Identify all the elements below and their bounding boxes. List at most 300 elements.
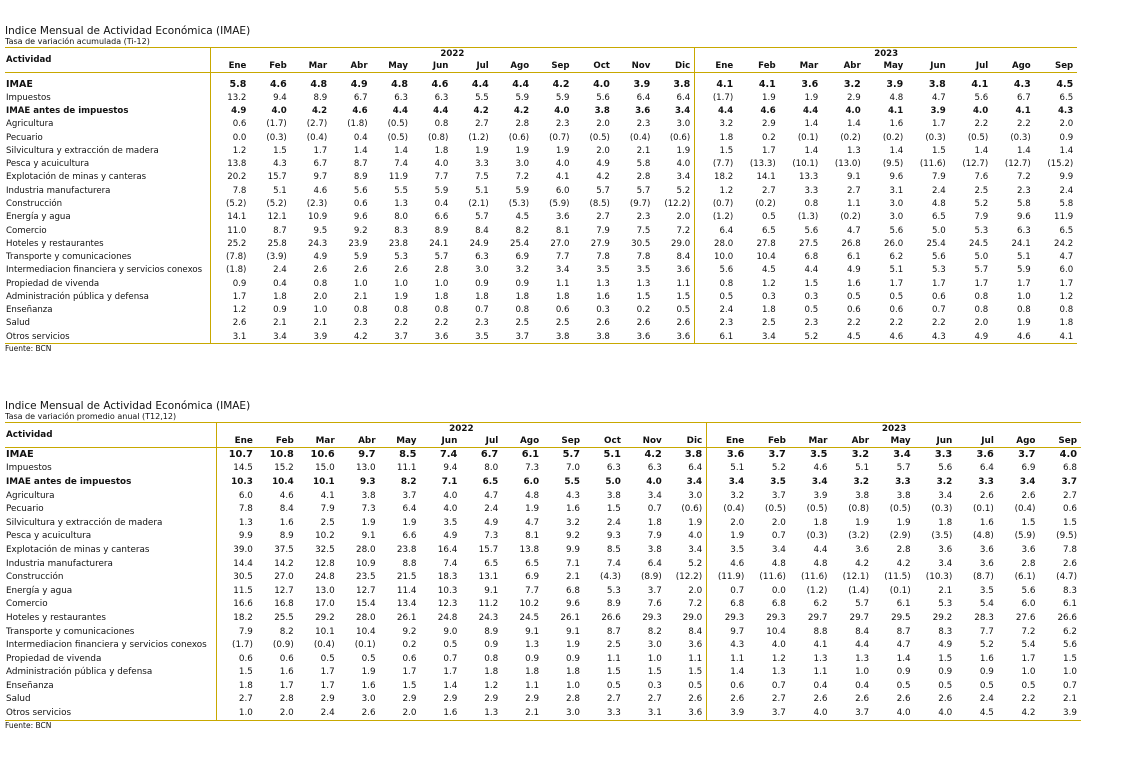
value-cell: 1.7 bbox=[402, 667, 417, 678]
value-cell: 6.5 bbox=[1059, 92, 1074, 103]
value-cell: 3.2 bbox=[843, 79, 861, 91]
value-cell: (2.1) bbox=[468, 199, 489, 210]
value-cell: 8.7 bbox=[606, 626, 621, 637]
value-cell: 1.9 bbox=[707, 530, 749, 544]
value-cell: 3.5 bbox=[979, 585, 994, 596]
value-cell: 1.8 bbox=[434, 145, 449, 156]
value-cell: 0.7 bbox=[1063, 680, 1078, 691]
value-cell: 6.0 bbox=[1021, 599, 1036, 610]
value-cell: 25.8 bbox=[267, 238, 287, 249]
value-cell: 3.5 bbox=[810, 449, 828, 461]
value-cell: 4.2 bbox=[855, 558, 870, 569]
value-cell: 10.4 bbox=[756, 252, 776, 263]
value-cell: 4.2 bbox=[596, 172, 610, 183]
value-cell: 1.9 bbox=[515, 145, 530, 156]
value-cell: (6.1) bbox=[1014, 572, 1036, 583]
row-label: Salud bbox=[6, 694, 31, 705]
value-cell: 26.1 bbox=[560, 612, 581, 623]
month-header: Ago bbox=[502, 435, 543, 448]
value-cell: 2.7 bbox=[647, 694, 662, 705]
value-cell: (0.4) bbox=[629, 132, 651, 143]
value-cell: 5.8 bbox=[1017, 199, 1031, 210]
value-cell: 6.0 bbox=[555, 185, 570, 196]
value-cell: 9.4 bbox=[443, 463, 458, 474]
value-cell: 13.3 bbox=[799, 172, 819, 183]
table-subtitle: Tasa de variación promedio anual (T12,12) bbox=[5, 412, 177, 421]
value-cell: 7.3 bbox=[484, 531, 499, 542]
value-cell: 1.1 bbox=[707, 652, 749, 666]
value-cell: 3.3 bbox=[978, 476, 994, 487]
value-cell: 2.6 bbox=[896, 694, 911, 705]
value-cell: 26.6 bbox=[1057, 612, 1078, 623]
value-cell: (11.9) bbox=[707, 570, 749, 584]
month-header: Ene bbox=[695, 60, 738, 73]
value-cell: 4.0 bbox=[972, 106, 989, 117]
value-cell: (0.3) bbox=[931, 504, 953, 515]
value-cell: 15.2 bbox=[274, 463, 294, 474]
value-cell: 4.1 bbox=[320, 490, 335, 501]
value-cell: 3.5 bbox=[452, 330, 492, 344]
month-header: Dic bbox=[654, 60, 694, 73]
value-cell: (0.5) bbox=[387, 132, 408, 143]
value-cell: 1.3 bbox=[596, 278, 610, 289]
value-cell: 4.9 bbox=[938, 640, 953, 651]
value-cell: 3.4 bbox=[555, 265, 570, 276]
value-cell: 0.7 bbox=[771, 680, 786, 691]
value-cell: 24.8 bbox=[437, 612, 458, 623]
value-cell: 3.0 bbox=[361, 694, 376, 705]
table-row bbox=[5, 290, 1077, 303]
month-header: Jul bbox=[461, 435, 502, 448]
value-cell: 2.5 bbox=[555, 318, 570, 329]
row-label: Explotación de minas y canteras bbox=[6, 172, 147, 183]
value-cell: 3.7 bbox=[493, 330, 533, 344]
value-cell: 1.5 bbox=[606, 667, 621, 678]
value-cell: 1.2 bbox=[771, 653, 786, 664]
value-cell: 3.5 bbox=[707, 543, 749, 557]
value-cell: 4.5 bbox=[956, 706, 998, 720]
value-cell: 5.9 bbox=[555, 92, 570, 103]
value-cell: (1.7) bbox=[216, 638, 257, 652]
row-label: Transporte y comunicaciones bbox=[6, 252, 132, 263]
value-cell: (0.8) bbox=[848, 504, 870, 515]
table-row bbox=[5, 679, 1081, 693]
value-cell: 1.7 bbox=[320, 667, 335, 678]
value-cell: 2.7 bbox=[606, 694, 621, 705]
value-cell: 1.5 bbox=[938, 653, 953, 664]
value-cell: 9.1 bbox=[566, 626, 581, 637]
month-header: Feb bbox=[737, 60, 780, 73]
value-cell: 4.4 bbox=[855, 640, 870, 651]
value-cell: 7.8 bbox=[216, 502, 257, 516]
value-cell: 7.9 bbox=[974, 212, 989, 223]
value-cell: 5.1 bbox=[603, 449, 621, 461]
value-cell: 11.9 bbox=[388, 172, 408, 183]
value-cell: 3.4 bbox=[1019, 476, 1036, 487]
value-cell: 0.7 bbox=[932, 305, 946, 316]
month-header: Jun bbox=[915, 435, 957, 448]
value-cell: 8.9 bbox=[279, 531, 294, 542]
row-label: Energía y agua bbox=[6, 585, 73, 596]
value-cell: 6.4 bbox=[676, 92, 691, 103]
value-cell: 7.2 bbox=[1021, 626, 1036, 637]
value-cell: 2.6 bbox=[339, 706, 380, 720]
value-cell: (2.3) bbox=[306, 199, 328, 210]
value-cell: 0.8 bbox=[353, 305, 368, 316]
table-row bbox=[5, 264, 1077, 277]
value-cell: 10.4 bbox=[355, 626, 376, 637]
imae-annual-average-table-block bbox=[5, 400, 1081, 731]
value-cell: 3.8 bbox=[533, 330, 573, 344]
value-cell: 1.7 bbox=[889, 278, 904, 289]
value-cell: 3.7 bbox=[831, 706, 873, 720]
value-cell: 6.1 bbox=[521, 449, 540, 461]
value-cell: 4.5 bbox=[822, 330, 865, 344]
value-cell: 2.1 bbox=[1063, 694, 1078, 705]
month-header: Nov bbox=[625, 435, 666, 448]
value-cell: 7.4 bbox=[606, 558, 621, 569]
value-cell: 3.8 bbox=[594, 106, 610, 117]
value-cell: 28.0 bbox=[355, 544, 376, 555]
value-cell: 1.7 bbox=[279, 680, 294, 691]
value-cell: 2.8 bbox=[636, 172, 651, 183]
value-cell: 0.5 bbox=[1021, 680, 1036, 691]
value-cell: 6.4 bbox=[979, 463, 994, 474]
value-cell: 5.2 bbox=[771, 463, 786, 474]
value-cell: 4.4 bbox=[471, 79, 489, 91]
value-cell: 1.8 bbox=[434, 291, 449, 302]
value-cell: 1.9 bbox=[402, 517, 417, 528]
value-cell: 6.8 bbox=[771, 599, 786, 610]
value-cell: 1.4 bbox=[804, 145, 819, 156]
value-cell: 9.0 bbox=[443, 626, 458, 637]
value-cell: 6.7 bbox=[313, 159, 328, 170]
value-cell: 1.1 bbox=[847, 199, 861, 210]
value-cell: 0.8 bbox=[695, 277, 738, 290]
value-cell: 0.5 bbox=[979, 680, 994, 691]
row-label: Pesca y acuicultura bbox=[6, 531, 92, 542]
value-cell: 3.2 bbox=[853, 476, 870, 487]
value-cell: 21.5 bbox=[396, 572, 417, 583]
value-cell: 1.8 bbox=[938, 517, 953, 528]
value-cell: (0.5) bbox=[967, 132, 989, 143]
month-header: May bbox=[865, 60, 908, 73]
value-cell: 1.6 bbox=[979, 653, 994, 664]
value-cell: 3.4 bbox=[676, 172, 691, 183]
value-cell: 6.4 bbox=[688, 463, 703, 474]
value-cell: 5.6 bbox=[1021, 585, 1036, 596]
year-header-row bbox=[5, 48, 1077, 61]
table-row bbox=[5, 693, 1081, 707]
value-cell: 0.5 bbox=[443, 640, 458, 651]
value-cell: 3.4 bbox=[647, 490, 662, 501]
value-cell: 9.7 bbox=[313, 172, 328, 183]
value-cell: 1.1 bbox=[525, 680, 540, 691]
value-cell: 9.9 bbox=[566, 544, 581, 555]
value-cell: 5.4 bbox=[979, 599, 994, 610]
value-cell: 2.0 bbox=[596, 145, 610, 156]
row-label: Hoteles y restaurantes bbox=[6, 612, 106, 623]
value-cell: 1.8 bbox=[647, 517, 662, 528]
value-cell: 8.2 bbox=[515, 225, 530, 236]
table-row bbox=[5, 489, 1081, 503]
value-cell: 3.6 bbox=[1021, 544, 1036, 555]
value-cell: 0.6 bbox=[402, 653, 417, 664]
row-label: Intermediacion financiera y servicios conexos bbox=[6, 265, 203, 276]
value-cell: 3.7 bbox=[768, 449, 786, 461]
value-cell: 0.9 bbox=[979, 667, 994, 678]
value-cell: 3.9 bbox=[813, 490, 828, 501]
row-label: Enseñanza bbox=[6, 680, 54, 691]
row-label: Impuestos bbox=[6, 463, 52, 474]
value-cell: 8.4 bbox=[475, 225, 489, 236]
value-cell: 1.3 bbox=[394, 199, 408, 210]
value-cell: 3.5 bbox=[443, 517, 458, 528]
value-cell: 7.8 bbox=[636, 252, 651, 263]
table-subtitle: Tasa de variación acumulada (Ti-12) bbox=[5, 37, 150, 46]
value-cell: 1.5 bbox=[216, 666, 257, 680]
value-cell: 7.2 bbox=[1017, 172, 1031, 183]
value-cell: 1.2 bbox=[484, 680, 499, 691]
value-cell: 0.8 bbox=[394, 305, 408, 316]
value-cell: 13.0 bbox=[315, 585, 335, 596]
value-cell: 0.6 bbox=[707, 679, 749, 693]
value-cell: 2.7 bbox=[771, 694, 786, 705]
value-cell: 1.6 bbox=[420, 706, 461, 720]
value-cell: 6.6 bbox=[434, 212, 449, 223]
value-cell: 0.9 bbox=[475, 278, 489, 289]
value-cell: 4.0 bbox=[443, 490, 458, 501]
value-cell: 4.9 bbox=[313, 252, 328, 263]
value-cell: 2.8 bbox=[515, 119, 530, 130]
value-cell: 3.4 bbox=[771, 544, 786, 555]
value-cell: 1.4 bbox=[707, 666, 749, 680]
value-cell: 4.6 bbox=[707, 557, 749, 571]
value-cell: 8.2 bbox=[400, 476, 417, 487]
value-cell: 2.6 bbox=[979, 490, 994, 501]
value-cell: 0.7 bbox=[475, 305, 489, 316]
value-cell: 4.8 bbox=[889, 92, 904, 103]
value-cell: 23.5 bbox=[355, 572, 376, 583]
value-cell: 6.8 bbox=[1063, 463, 1078, 474]
value-cell: 1.9 bbox=[804, 92, 819, 103]
value-cell: 8.3 bbox=[394, 225, 408, 236]
table-row bbox=[5, 118, 1077, 131]
value-cell: 5.6 bbox=[938, 463, 953, 474]
value-cell: 3.6 bbox=[976, 449, 994, 461]
value-cell: 2.9 bbox=[525, 694, 540, 705]
value-cell: 1.5 bbox=[932, 145, 946, 156]
value-cell: 6.9 bbox=[525, 572, 540, 583]
value-cell: 1.2 bbox=[1059, 291, 1074, 302]
value-cell: 8.9 bbox=[313, 92, 328, 103]
value-cell: 4.7 bbox=[525, 517, 540, 528]
value-cell: 8.2 bbox=[647, 626, 662, 637]
value-cell: 27.5 bbox=[799, 238, 819, 249]
value-cell: 4.3 bbox=[1057, 106, 1074, 117]
value-cell: 1.5 bbox=[695, 144, 738, 157]
value-cell: (9.5) bbox=[1056, 531, 1078, 542]
value-cell: 7.7 bbox=[525, 585, 540, 596]
value-cell: 8.9 bbox=[353, 172, 368, 183]
value-cell: 0.9 bbox=[938, 667, 953, 678]
value-cell: 1.7 bbox=[932, 278, 946, 289]
value-cell: (0.2) bbox=[755, 199, 776, 210]
value-cell: 1.0 bbox=[566, 680, 581, 691]
value-cell: 3.6 bbox=[855, 544, 870, 555]
value-cell: 14.1 bbox=[756, 172, 776, 183]
value-cell: 2.3 bbox=[636, 119, 651, 130]
value-cell: 9.7 bbox=[358, 449, 376, 461]
value-cell: 4.7 bbox=[1059, 252, 1074, 263]
value-cell: 5.1 bbox=[855, 463, 870, 474]
table-row bbox=[5, 598, 1081, 612]
value-cell: 3.7 bbox=[1018, 449, 1036, 461]
value-cell: 7.0 bbox=[566, 463, 581, 474]
row-label: Silvicultura y extracción de madera bbox=[6, 517, 163, 528]
value-cell: 2.3 bbox=[695, 317, 738, 330]
value-cell: 1.7 bbox=[1059, 278, 1074, 289]
value-cell: 0.5 bbox=[762, 212, 776, 223]
value-cell: 2.7 bbox=[762, 185, 776, 196]
value-cell: 2.4 bbox=[298, 706, 339, 720]
value-cell: 2.7 bbox=[1063, 490, 1078, 501]
value-cell: 3.0 bbox=[515, 159, 530, 170]
value-cell: 5.9 bbox=[1017, 265, 1031, 276]
value-cell: 12.3 bbox=[437, 599, 458, 610]
value-cell: 5.0 bbox=[932, 225, 946, 236]
value-cell: (11.6) bbox=[759, 572, 786, 583]
value-cell: 4.0 bbox=[915, 706, 957, 720]
table-source-note: Fuente: BCN bbox=[5, 720, 52, 730]
value-cell: 9.2 bbox=[566, 531, 581, 542]
value-cell: 1.0 bbox=[1063, 667, 1078, 678]
value-cell: 8.7 bbox=[896, 626, 911, 637]
value-cell: (0.3) bbox=[1010, 132, 1031, 143]
value-cell: 1.6 bbox=[279, 667, 294, 678]
year-2022-header: 2022 bbox=[210, 48, 695, 61]
value-cell: 0.0 bbox=[210, 131, 250, 144]
value-cell: 5.3 bbox=[394, 252, 408, 263]
value-cell: 10.4 bbox=[766, 626, 786, 637]
value-cell: 4.6 bbox=[269, 79, 287, 91]
value-cell: 28.0 bbox=[355, 612, 376, 623]
month-header: Abr bbox=[831, 435, 873, 448]
value-cell: 1.5 bbox=[606, 504, 621, 515]
value-cell: 10.3 bbox=[437, 585, 458, 596]
value-cell: 6.3 bbox=[475, 252, 489, 263]
value-cell: 15.7 bbox=[267, 172, 287, 183]
value-cell: 3.6 bbox=[707, 448, 749, 462]
table-row bbox=[5, 462, 1081, 476]
value-cell: 3.4 bbox=[737, 330, 780, 344]
value-cell: 2.1 bbox=[566, 572, 581, 583]
value-cell: 5.6 bbox=[932, 252, 946, 263]
value-cell: 1.8 bbox=[525, 667, 540, 678]
value-cell: 8.1 bbox=[525, 531, 540, 542]
value-cell: 10.8 bbox=[269, 449, 294, 461]
table-row bbox=[5, 516, 1081, 530]
value-cell: 8.5 bbox=[399, 449, 417, 461]
value-cell: 1.0 bbox=[647, 653, 662, 664]
value-cell: 14.2 bbox=[274, 558, 294, 569]
table-row bbox=[5, 330, 1077, 344]
value-cell: (4.3) bbox=[600, 572, 621, 583]
value-cell: 13.0 bbox=[355, 463, 376, 474]
table-row bbox=[5, 277, 1077, 290]
value-cell: 8.8 bbox=[402, 558, 417, 569]
value-cell: 30.5 bbox=[631, 238, 651, 249]
value-cell: 3.8 bbox=[855, 490, 870, 501]
value-cell: 27.6 bbox=[1015, 612, 1036, 623]
value-cell: 3.5 bbox=[636, 265, 651, 276]
value-cell: 3.6 bbox=[555, 212, 570, 223]
value-cell: 1.0 bbox=[1017, 291, 1031, 302]
row-label: Administración pública y defensa bbox=[6, 667, 153, 678]
value-cell: 5.6 bbox=[974, 92, 989, 103]
value-cell: 18.2 bbox=[695, 171, 738, 184]
value-cell: (1.2) bbox=[695, 211, 738, 224]
value-cell: 2.1 bbox=[636, 145, 651, 156]
table-row bbox=[5, 184, 1077, 197]
value-cell: 1.3 bbox=[216, 516, 257, 530]
value-cell: 5.6 bbox=[1063, 640, 1078, 651]
value-cell: 3.7 bbox=[1061, 476, 1078, 487]
month-header: Jun bbox=[412, 60, 452, 73]
value-cell: 0.2 bbox=[402, 640, 417, 651]
value-cell: (1.7) bbox=[695, 91, 738, 104]
value-cell: (12.7) bbox=[1004, 159, 1031, 170]
table-row bbox=[5, 304, 1077, 317]
value-cell: 26.0 bbox=[884, 238, 904, 249]
value-cell: 2.0 bbox=[676, 212, 691, 223]
value-cell: 2.5 bbox=[515, 318, 530, 329]
value-cell: 8.4 bbox=[688, 626, 703, 637]
month-header: Oct bbox=[574, 60, 614, 73]
value-cell: 5.0 bbox=[974, 252, 989, 263]
value-cell: (0.5) bbox=[765, 504, 786, 515]
value-cell: 2.5 bbox=[762, 318, 776, 329]
value-cell: 9.1 bbox=[484, 585, 499, 596]
value-cell: 7.4 bbox=[439, 449, 458, 461]
value-cell: 0.5 bbox=[938, 680, 953, 691]
value-cell: 2.2 bbox=[932, 318, 946, 329]
value-cell: 15.4 bbox=[355, 599, 376, 610]
value-cell: 3.6 bbox=[654, 330, 694, 344]
value-cell: 2.2 bbox=[1021, 694, 1036, 705]
table-row bbox=[5, 78, 1077, 91]
value-cell: 6.1 bbox=[695, 330, 738, 344]
value-cell: 29.5 bbox=[891, 612, 911, 623]
value-cell: 5.7 bbox=[896, 463, 911, 474]
value-cell: (5.2) bbox=[210, 197, 250, 210]
value-cell: 0.8 bbox=[484, 653, 499, 664]
value-cell: 1.7 bbox=[1021, 653, 1036, 664]
month-header: Oct bbox=[584, 435, 625, 448]
month-header: Abr bbox=[822, 60, 865, 73]
value-cell: 25.2 bbox=[210, 237, 250, 250]
month-header: Feb bbox=[257, 435, 298, 448]
row-label: Otros servicios bbox=[5, 330, 210, 344]
month-header: Jul bbox=[956, 435, 998, 448]
value-cell: 3.6 bbox=[666, 706, 707, 720]
value-cell: 24.3 bbox=[308, 238, 328, 249]
value-cell: 8.1 bbox=[555, 225, 570, 236]
value-cell: 1.9 bbox=[566, 640, 581, 651]
month-header: Mar bbox=[298, 435, 339, 448]
value-cell: 1.2 bbox=[695, 184, 738, 197]
value-cell: 0.3 bbox=[762, 291, 776, 302]
